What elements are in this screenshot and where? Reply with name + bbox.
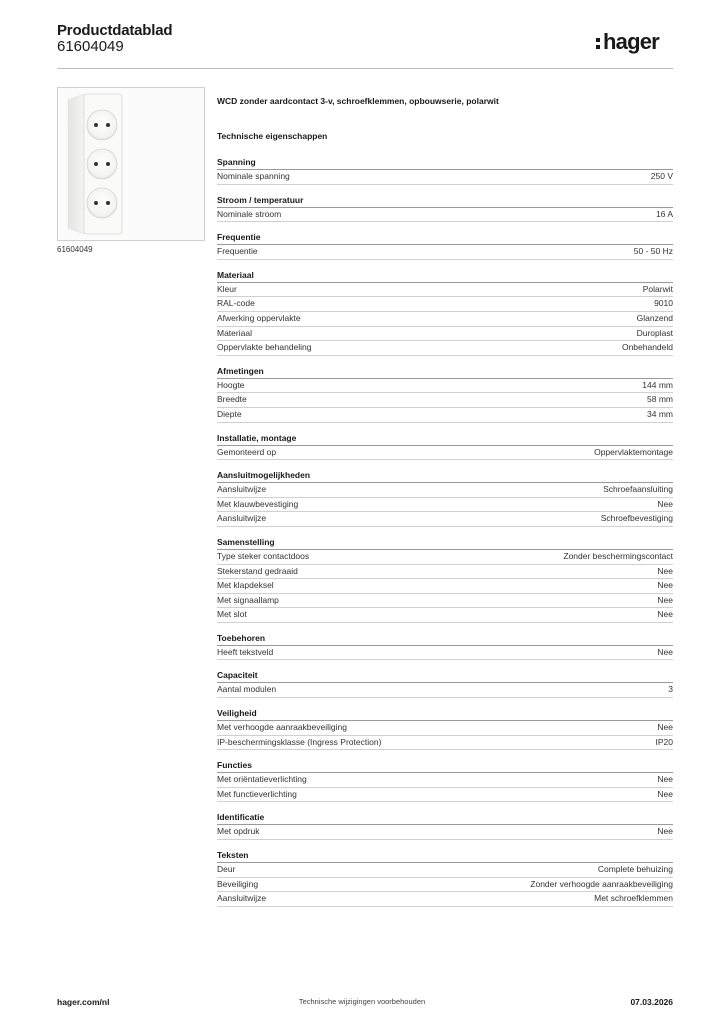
spec-section [217,707,673,750]
spec-section [217,365,673,423]
spec-label: Nominale spanning [217,171,290,181]
spec-value: Onbehandeld [621,342,673,353]
spec-row [217,788,673,803]
section-title: Capaciteit [217,669,673,683]
spec-row [217,594,673,609]
spec-value: Nee [657,609,673,620]
spec-value: Zonder verhoogde aanraakbeveiliging [530,878,673,889]
logo-dots-icon [596,38,600,49]
spec-label: Diepte [217,408,242,419]
spec-value: Zonder beschermingscontact [563,550,673,561]
spec-row [217,312,673,327]
spec-section [217,231,673,260]
spec-label: Met verhoogde aanraakbeveiliging [217,722,347,733]
spec-section [217,849,673,907]
spec-section [217,811,673,840]
spec-row [217,579,673,594]
spec-label: Met slot [217,609,247,620]
section-title: Spanning [217,156,673,170]
spec-value: 3 [668,684,673,695]
spec-label: Beveiliging [217,878,259,889]
section-title: Identificatie [217,811,673,825]
spec-row [217,892,673,907]
spec-value: 34 mm [647,408,673,419]
logo-text: hager [603,29,659,54]
spec-row [217,446,673,461]
section-title: Veiligheid [217,707,673,721]
spec-row [217,646,673,661]
spec-section [217,669,673,698]
footer-disclaimer: Technische wijzigingen voorbehouden [298,997,426,1006]
section-title: Functies [217,759,673,773]
section-title: Afmetingen [217,365,673,379]
spec-section [217,156,673,185]
spec-value: Nee [657,722,673,733]
spec-label: IP-beschermingsklasse (Ingress Protection) [217,736,382,747]
section-title: Installatie, montage [217,432,673,446]
spec-label: Heeft tekstveld [217,646,274,657]
image-caption: 61604049 [57,245,93,254]
section-title: Teksten [217,849,673,863]
spec-label: Deur [217,864,236,875]
spec-label: Met functieverlichting [217,788,297,799]
footer-date: 07.03.2026 [630,997,673,1007]
spec-row [217,721,673,736]
spec-value: Polarwit [642,283,673,294]
spec-row [217,498,673,513]
spec-row [217,341,673,356]
spec-value: Glanzend [636,312,673,323]
spec-label: Met oriëntatieverlichting [217,774,307,785]
section-title: Materiaal [217,269,673,283]
spec-section [217,469,673,527]
spec-label: Hoogte [217,379,245,390]
spec-label: Stekerstand gedraaid [217,565,298,576]
spec-sections [217,156,673,907]
spec-label: Breedte [217,394,247,405]
spec-row [217,863,673,878]
spec-row [217,327,673,342]
spec-label: Afwerking oppervlakte [217,312,301,323]
section-title: Frequentie [217,231,673,245]
spec-row [217,512,673,527]
spec-section [217,759,673,802]
spec-value: Schroefbevestiging [600,513,673,524]
footer-website-link[interactable]: hager.com/nl [57,997,110,1007]
spec-row [217,208,673,223]
spec-value: 144 mm [642,379,673,390]
spec-label: Type steker contactdoos [217,550,310,561]
spec-value: 16 A [655,208,673,219]
spec-row [217,773,673,788]
spec-value: IP20 [655,736,673,747]
spec-row [217,170,673,185]
spec-row [217,878,673,893]
spec-row [217,379,673,394]
section-title: Toebehoren [217,632,673,646]
spec-value: Nee [657,774,673,785]
technical-properties-heading: Technische eigenschappen [217,131,328,141]
spec-row [217,297,673,312]
spec-section [217,194,673,223]
spec-value: Complete behuizing [597,864,673,875]
spec-section [217,536,673,623]
product-description: WCD zonder aardcontact 3-v, schroefklemmen, opbouwserie, polarwit [217,96,499,106]
spec-row [217,608,673,623]
spec-row [217,393,673,408]
spec-value: Met schroefklemmen [594,893,673,904]
spec-label: Frequentie [217,246,258,257]
spec-value: 50 - 50 Hz [633,246,673,257]
spec-value: Nee [657,498,673,509]
spec-label: Aansluitwijze [217,513,267,524]
specifications [217,96,673,916]
spec-label: Nominale stroom [217,208,282,219]
spec-value: Nee [657,646,673,657]
spec-value: Nee [657,580,673,591]
spec-label: Gemonteerd op [217,446,277,457]
spec-label: Met klauwbevestiging [217,498,299,509]
spec-label: Aansluitwijze [217,484,267,495]
header-divider [57,68,673,69]
spec-row [217,565,673,580]
spec-value: 58 mm [647,394,673,405]
section-title: Samenstelling [217,536,673,550]
spec-label: Oppervlakte behandeling [217,342,312,353]
spec-label: Met klapdeksel [217,580,274,591]
spec-label: RAL-code [217,298,255,309]
spec-section [217,269,673,356]
page-title: Productdatablad [57,22,173,39]
spec-row [217,283,673,298]
spec-section [217,632,673,661]
spec-row [217,245,673,260]
spec-value: Oppervlaktemontage [594,446,673,457]
spec-label: Kleur [217,283,237,294]
spec-label: Met signaallamp [217,594,279,605]
spec-row [217,736,673,751]
product-number: 61604049 [57,38,124,55]
section-title: Aansluitmogelijkheden [217,469,673,483]
spec-value: Duroplast [636,327,673,338]
spec-label: Materiaal [217,327,252,338]
spec-row [217,683,673,698]
spec-value: Schroefaansluiting [603,484,673,495]
product-image [57,87,205,241]
spec-value: Nee [657,826,673,837]
spec-row [217,825,673,840]
spec-value: 9010 [654,298,673,309]
spec-label: Met opdruk [217,826,260,837]
spec-value: Nee [657,788,673,799]
spec-row [217,483,673,498]
spec-value: Nee [657,594,673,605]
section-title: Stroom / temperatuur [217,194,673,208]
spec-label: Aantal modulen [217,684,277,695]
spec-value: 250 V [650,171,673,181]
spec-row [217,550,673,565]
hager-logo [596,29,659,55]
socket-outlet-icon [58,88,204,240]
spec-row [217,408,673,423]
spec-label: Aansluitwijze [217,893,267,904]
spec-section [217,432,673,461]
spec-value: Nee [657,565,673,576]
